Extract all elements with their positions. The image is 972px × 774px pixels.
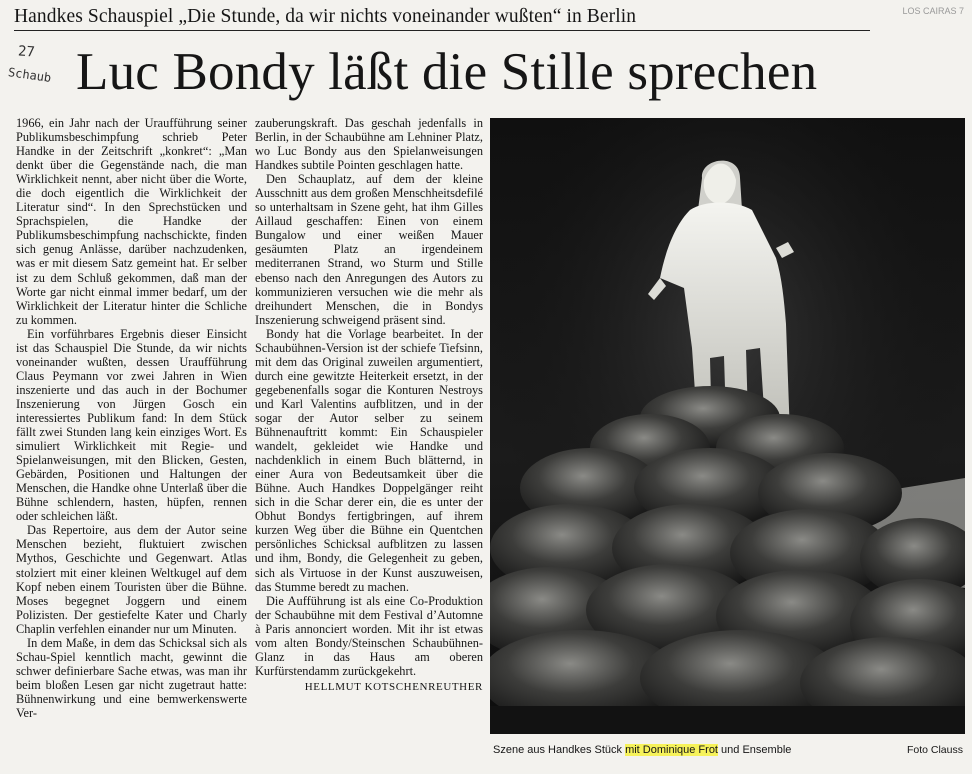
author-byline: HELLMUT KOTSCHENREUTHER [304,680,483,693]
photo-credit: Foto Clauss [906,744,963,756]
paragraph: Das Repertoire, aus dem der Autor seine Menschen bezieht, fluktuiert zwischen Mythos, Geschichte und Gegenwart. Atlas stolziert mit einer kleinen Weltkugel auf dem Kopf neben einem Touristen über die Bühne. Moses begegnet Joggern und einem Polizisten. Der gestiefelte Kater und Charly Chaplin verfehlen einander nur um Minuten. [16,523,247,636]
caption-text [493,742,791,758]
paragraph: Ein vorführbares Ergebnis dieser Einsicht ist das Schauspiel Die Stunde, da wir nichts voneinander wußten, dessen Uraufführung Claus Peymann vor zwei Jahren in Wien inszenierte und das auch in der Bochumer Inszenierung von Jürgen Gosch ein interessiertes Publikum fand: In dem Stück fällt zwei Stunden lang kein einziges Wort. Es simuliert Wirklichkeit mit Regie- und Spielanweisungen, mit den Blicken, Gesten, Gebärden, Positionen und Haltungen der Menschen, die Handke ohne Unterlaß über die Bühne schlendern, hasten, hüpfen, rennen oder schleichen läßt. [16,326,247,524]
paragraph: Den Schauplatz, auf dem der kleine Ausschnitt aus dem großen Menschheitsdefilé so unterhaltsam in Szene geht, hat ihm Gilles Aillaud geschaffen: Einen von einem Bungalow und einer weißen Mauer gesäumten Platz an irgendeinem mediterranen Strand, wo Sturm und Stille ebenso nach den Anregungen des Autors zu kommunizieren versuchen wie die mehr als dreihundert Menschen, die in Bondys Inszenierung schweigend präsent sind. [255,172,483,327]
caption-highlighted-text: mit Dominique Frot [625,744,718,756]
handwritten-note-word: Schaub [7,65,53,85]
caption-text-end: und Ensemble [718,744,792,756]
article-kicker: Handkes Schauspiel „Die Stunde, da wir nichts voneinander wußten“ in Berlin [14,4,870,31]
paragraph: In dem Maße, in dem das Schicksal sich als Schau-Spiel kenntlich macht, gewinnt die schwer definierbare Sache etwas, was man ihr beim bloßen Lesen gar nicht zugetraut hatte: Bühnenwirkung und eine bemwerkenswerte Ver- [16,635,247,720]
handwritten-note-number: 27 [17,43,36,61]
article-headline: Luc Bondy läßt die Stille sprechen [76,43,818,101]
paragraph: Die Aufführung ist als eine Co-Produktion der Schaubühne mit dem Festival d’Automne à Paris annonciert worden. Mit ihr ist etwas vom alten Bondy/Steinschen Schaubühnen-Glanz in das Haus am oberen Kurfürstendamm zurückgekehrt. [255,593,483,678]
paragraph: 1966, ein Jahr nach der Uraufführung seiner Publikumsbeschimpfung schrieb Peter Handke in der Zeitschrift „konkret“: „Man denkt über die Gegenstände nach, die man Wirklichkeit nennt, aber nicht über die Worte, die doch eigentlich die Wirklichkeit der Literatur sind“. In den Sprechstücken und Sprachspielen, die Handke der Publikumsbeschimpfung nachschickte, finden sich genug Anlässe, darüber nachzudenken, was er mit diesem Satz gemeint hat. Er selber ist zu dem Schluß gekommen, daß man der Worte gar nicht einmal immer bedarf, um der Wirklichkeit der Literatur hinter die Schliche zu kommen. [16,116,247,327]
stage-scene-photo [490,118,965,734]
caption-text-start: Szene aus Handkes Stück [493,744,626,756]
text-column-1 [16,116,247,720]
text-column-2 [255,116,483,694]
photo-caption [493,742,963,758]
stage-scene-illustration [490,118,965,734]
paragraph: zauberungskraft. Das geschah jedenfalls in Berlin, in der Schaubühne am Lehniner Platz, wo Luc Bondy aus den Spielanweisungen Handkes subtile Pointen geschlagen hatte. [255,116,483,173]
paragraph: Bondy hat die Vorlage bearbeitet. In der Schaubühnen-Version ist der schiefe Tiefsinn, mit dem das Original zuweilen argumentiert, durch eine gewitzte Heiterkeit ersetzt, in der gegebenenfalls sogar die Konturen Nestroys und Karl Valentins aufblitzen, und in der sogar der Autor selber zu seinem Bühnenauftritt kommt: Ein Schauspieler wandelt, gekleidet wie Handke und nachdenklich in einem Buch blätternd, in einer Aura von Bedeutsamkeit über die Bühne. Auch Handkes Doppelgänger reiht sich in die Schar derer ein, die es unter der Obhut Bondys fertigbringen, auf ihrem kurzen Weg über die Bühne ein Quentchen persönliches Schicksal aufblitzen zu lassen und ihm, Bondy, die Gelegenheit zu geben, sich als Virtuose in der Kunst auszuweisen, das Stumme beredt zu machen. [255,326,483,594]
corner-stamp: LOS CAIRAS 7 [902,6,964,16]
